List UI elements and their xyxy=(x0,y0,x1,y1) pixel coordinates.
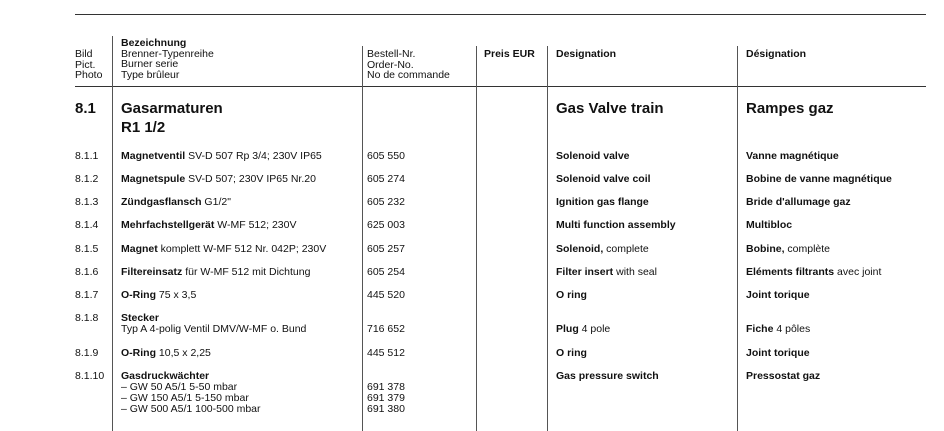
header-order xyxy=(367,49,450,81)
section-title-en: Gas Valve train xyxy=(556,100,664,117)
row-designation-fr-rest: 4 pôles xyxy=(773,323,811,335)
row-designation-en-bold: Solenoid, xyxy=(556,243,604,255)
row-designation-en xyxy=(556,267,657,278)
header-designation-fr: Désignation xyxy=(746,48,807,60)
row-number: 8.1.2 xyxy=(75,173,99,185)
row-designation-en xyxy=(556,174,651,185)
row-designation-en-rest: with seal xyxy=(613,266,657,278)
row-description-rest: komplett W-MF 512 Nr. 042P; 230V xyxy=(157,243,327,255)
row-designation-en-bold: Filter insert xyxy=(556,266,614,278)
header-order-fr: No de commande xyxy=(367,69,450,81)
section-title-fr: Rampes gaz xyxy=(746,100,834,117)
row-sub-order: 691 379 xyxy=(367,392,405,404)
row-description-bold: Filtereinsatz xyxy=(121,266,183,278)
row-designation-fr: Pressostat gaz xyxy=(746,370,821,382)
row-designation-en xyxy=(556,220,676,231)
header-order-de: Bestell-Nr. xyxy=(367,48,416,60)
row-designation-en-bold: O ring xyxy=(556,289,587,301)
row-sub-item: – GW 50 A5/1 5-50 mbar xyxy=(121,381,238,393)
row-description-rest: 75 x 3,5 xyxy=(156,289,197,301)
row-description-bold: Stecker xyxy=(121,312,159,324)
row-description xyxy=(121,313,306,335)
row-description-bold: O-Ring xyxy=(121,347,156,359)
row-designation-fr xyxy=(746,244,830,255)
row-order-no xyxy=(367,382,405,415)
row-description-rest: 10,5 x 2,25 xyxy=(156,347,211,359)
header-bezeichnung-fr: Type brûleur xyxy=(121,68,180,81)
row-order-no: 445 520 xyxy=(367,289,405,301)
row-description-bold: O-Ring xyxy=(121,289,156,301)
row-designation-fr xyxy=(746,267,881,278)
row-designation-fr xyxy=(746,197,851,208)
row-order-no: 445 512 xyxy=(367,347,405,359)
row-designation-fr-bold: Joint torique xyxy=(746,289,810,301)
divider-1 xyxy=(112,36,113,431)
row-number: 8.1.6 xyxy=(75,266,99,278)
row-number: 8.1.5 xyxy=(75,243,99,255)
row-order-no: 716 652 xyxy=(367,323,405,335)
row-order-no: 605 232 xyxy=(367,196,405,208)
row-description-rest: W-MF 512; 230V xyxy=(214,219,297,231)
row-designation-en-rest: complete xyxy=(603,243,649,255)
row-description-line2: Typ A 4-polig Ventil DMV/W-MF o. Bund xyxy=(121,323,307,335)
row-designation-en: Gas pressure switch xyxy=(556,370,659,382)
row-description xyxy=(121,174,316,185)
row-description xyxy=(121,348,211,359)
row-designation-fr-bold: Vanne magnétique xyxy=(746,150,839,162)
row-designation-en-bold: O ring xyxy=(556,347,587,359)
section-subtitle-de: R1 1/2 xyxy=(121,119,166,136)
row-number: 8.1.1 xyxy=(75,150,99,162)
header-price: Preis EUR xyxy=(484,48,535,60)
row-description-rest: SV-D 507; 230V IP65 Nr.20 xyxy=(185,173,316,185)
row-sub-order: 691 380 xyxy=(367,403,405,415)
row-description xyxy=(121,267,310,278)
row-description-bold: Magnetventil xyxy=(121,150,186,162)
row-designation-fr xyxy=(746,290,810,301)
row-designation-en-bold: Solenoid valve xyxy=(556,150,630,162)
row-order-no: 625 003 xyxy=(367,219,405,231)
row-description-bold: Gasdruckwächter xyxy=(121,370,210,382)
row-designation-fr xyxy=(746,220,792,231)
header-bezeichnung-en: Burner serie xyxy=(121,58,179,70)
row-number: 8.1.10 xyxy=(75,370,105,382)
row-description xyxy=(121,220,296,231)
divider-2 xyxy=(362,46,363,431)
row-sub-item: – GW 500 A5/1 100-500 mbar xyxy=(121,403,261,415)
row-designation-fr-rest: avec joint xyxy=(834,266,882,278)
divider-3 xyxy=(476,46,477,431)
row-designation-en xyxy=(556,290,587,301)
row-designation-en-bold: Ignition gas flange xyxy=(556,196,649,208)
row-designation-fr xyxy=(746,174,892,185)
row-designation-en xyxy=(556,197,649,208)
divider-5 xyxy=(737,46,738,431)
header-bezeichnung-title: Bezeichnung xyxy=(121,37,187,49)
row-number: 8.1.4 xyxy=(75,219,99,231)
row-number: 8.1.8 xyxy=(75,312,99,324)
row-order-no: 605 274 xyxy=(367,173,405,185)
row-description xyxy=(121,197,231,208)
divider-4 xyxy=(547,46,548,431)
row-designation-en-bold: Multi function assembly xyxy=(556,219,676,231)
row-number: 8.1.3 xyxy=(75,196,99,208)
header-designation-en: Designation xyxy=(556,48,617,60)
row-designation-fr xyxy=(746,348,810,359)
row-sub-item: – GW 150 A5/1 5-150 mbar xyxy=(121,392,249,404)
section-title-de xyxy=(121,100,223,136)
row-designation-fr-bold: Fiche xyxy=(746,323,774,335)
row-designation-fr-bold: Multibloc xyxy=(746,219,793,231)
row-designation-fr-bold: Bobine, xyxy=(746,243,785,255)
row-order-no: 605 254 xyxy=(367,266,405,278)
row-designation-fr-bold: Bride d'allumage gaz xyxy=(746,196,851,208)
row-number: 8.1.9 xyxy=(75,347,99,359)
row-description xyxy=(121,151,322,162)
header-rule xyxy=(75,86,926,87)
section-title-de-text: Gasarmaturen xyxy=(121,100,223,117)
header-order-en: Order-No. xyxy=(367,58,414,71)
row-designation-fr-bold: Joint torique xyxy=(746,347,810,359)
header-bild-en: Pict. xyxy=(75,58,96,71)
row-description-bold: Magnet xyxy=(121,243,158,255)
header-bild-fr: Photo xyxy=(75,69,103,81)
row-designation-en xyxy=(556,348,587,359)
row-designation-fr xyxy=(746,324,810,335)
row-order-no: 605 257 xyxy=(367,243,405,255)
row-order-no: 605 550 xyxy=(367,150,405,162)
header-bezeichnung-de: Brenner-Typenreihe xyxy=(121,47,214,60)
row-description xyxy=(121,290,196,301)
top-rule xyxy=(75,14,926,15)
row-description-bold: Magnetspule xyxy=(121,173,186,185)
section-number: 8.1 xyxy=(75,100,96,117)
row-description-rest: G1/2" xyxy=(201,196,231,208)
row-description-bold: Zündgasflansch xyxy=(121,196,202,208)
row-sub-order: 691 378 xyxy=(367,381,405,393)
header-bezeichnung xyxy=(121,38,214,80)
row-designation-fr-bold: Bobine de vanne magnétique xyxy=(746,173,892,185)
row-designation-en-bold: Plug xyxy=(556,323,579,335)
row-description-bold: Mehrfachstellgerät xyxy=(121,219,215,231)
row-designation-en xyxy=(556,151,630,162)
row-number: 8.1.7 xyxy=(75,289,99,301)
row-designation-en-rest: 4 pole xyxy=(578,323,611,335)
row-description xyxy=(121,244,326,255)
row-designation-en-bold: Solenoid valve coil xyxy=(556,173,651,185)
row-designation-fr-rest: complète xyxy=(784,243,831,255)
row-designation-fr xyxy=(746,151,839,162)
row-designation-en xyxy=(556,324,610,335)
row-designation-fr-bold: Eléments filtrants xyxy=(746,266,835,278)
header-bild xyxy=(75,49,102,81)
row-description-rest: für W-MF 512 mit Dichtung xyxy=(182,266,311,278)
row-designation-en xyxy=(556,244,649,255)
row-description-rest: SV-D 507 Rp 3/4; 230V IP65 xyxy=(185,150,322,162)
row-description xyxy=(121,371,261,415)
header-bild-de: Bild xyxy=(75,48,93,60)
